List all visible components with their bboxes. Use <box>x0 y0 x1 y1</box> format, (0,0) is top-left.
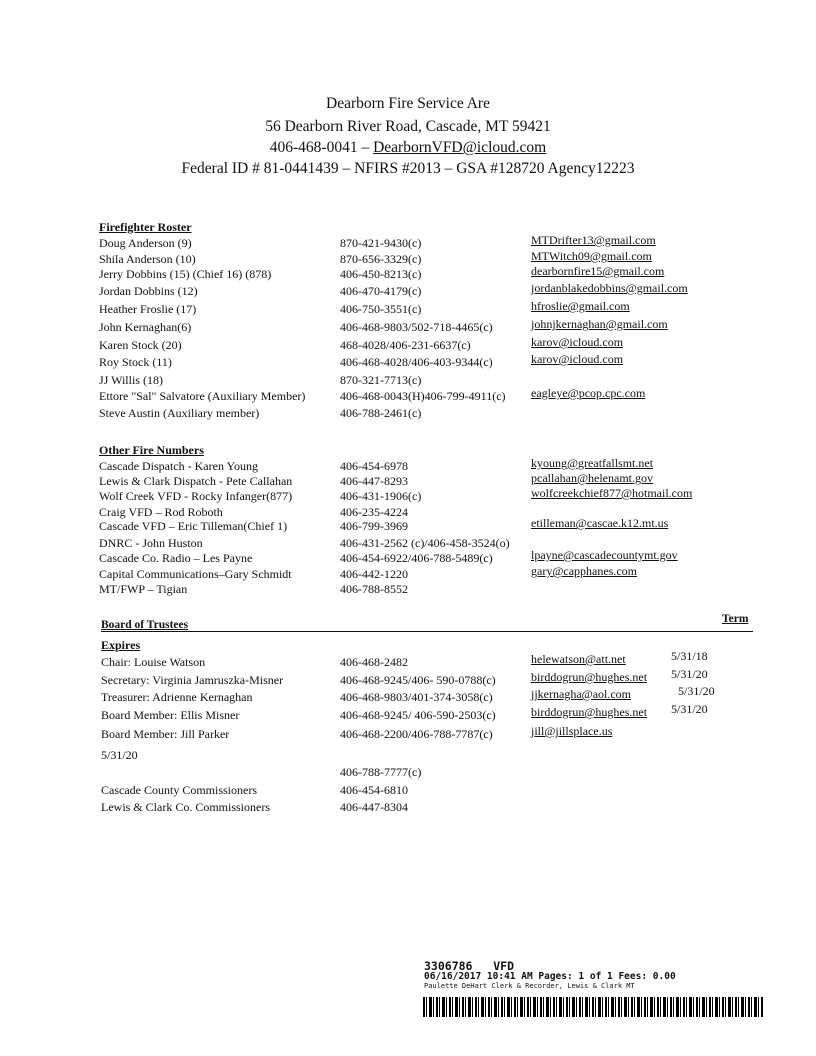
other-number-email-link[interactable]: pcallahan@helenamt.gov <box>531 471 654 485</box>
other-number-name: Lewis & Clark Dispatch - Pete Callahan <box>99 474 293 488</box>
roster-email-link[interactable]: johnjkernaghan@gmail.com <box>531 317 668 331</box>
board-member-name: Board Member: Ellis Misner <box>101 708 240 722</box>
board-member-phone: 406-468-9245/ 406-590-2503(c) <box>340 708 496 722</box>
other-number-email-link[interactable]: etilleman@cascae.k12.mt.us <box>531 516 669 530</box>
roster-phone: 406-788-2461(c) <box>340 406 422 420</box>
board-divider <box>101 631 753 632</box>
other-numbers-heading: Other Fire Numbers <box>99 443 204 457</box>
board-member-email-link[interactable]: jjkernagha@aol.com <box>531 687 632 701</box>
other-number-phone: 406-454-6978 <box>340 459 408 473</box>
board-heading: Board of Trustees <box>101 619 189 631</box>
roster-email-link[interactable]: karov@icloud.com <box>531 352 624 366</box>
roster-name: Jordan Dobbins (12) <box>99 284 198 298</box>
roster-phone: 406-450-8213(c) <box>340 267 422 281</box>
other-number-phone: 406-788-8552 <box>340 582 408 596</box>
org-ids: Federal ID # 81-0441439 – NFIRS #2013 – GSA #128720 Agency12223 <box>181 160 635 177</box>
roster-name: Roy Stock (11) <box>99 355 172 369</box>
roster-name: Jerry Dobbins (15) (Chief 16) (878) <box>99 267 272 281</box>
other-number-name: Cascade Co. Radio – Les Payne <box>99 551 253 565</box>
term-column-heading: Term <box>722 613 749 625</box>
roster-email-link[interactable]: MTDrifter13@gmail.com <box>531 233 656 247</box>
board-member-name: Board Member: Jill Parker <box>101 727 230 741</box>
roster-name: Shila Anderson (10) <box>99 252 196 266</box>
other-number-phone: 406-431-2562 (c)/406-458-3524(o) <box>340 536 510 550</box>
expires-heading: Expires <box>101 638 141 652</box>
roster-email-link[interactable]: hfroslie@gmail.com <box>531 299 630 313</box>
roster-phone: 870-656-3329(c) <box>340 252 422 266</box>
board-member-name: Secretary: Virginia Jamruszka-Misner <box>101 673 284 687</box>
recording-date-line: 06/16/2017 10:41 AM Pages: 1 of 1 Fees: 0.00 <box>424 971 676 982</box>
board-extra-phone: 406-788-7777(c) <box>340 765 422 779</box>
board-member-email-link[interactable]: birddogrun@hughes.net <box>531 705 648 719</box>
board-member-term: 5/31/20 <box>671 667 708 681</box>
other-number-phone: 406-442-1220 <box>340 567 408 581</box>
other-number-name: DNRC - John Huston <box>99 536 203 550</box>
other-number-name: Cascade VFD – Eric Tilleman(Chief 1) <box>99 519 288 533</box>
recording-barcode <box>423 997 763 1017</box>
roster-name: Karen Stock (20) <box>99 338 182 352</box>
org-email-link[interactable]: DearbornVFD@icloud.com <box>373 139 547 156</box>
board-member-phone: 406-468-9803/401-374-3058(c) <box>340 690 493 704</box>
board-member-email-link[interactable]: jill@jillsplace.us <box>531 724 613 738</box>
other-number-email-link[interactable]: kyoung@greatfallsmt.net <box>531 456 654 470</box>
org-address: 56 Dearborn River Road, Cascade, MT 59421 <box>265 118 551 135</box>
other-number-email-link[interactable]: lpayne@cascadecountymt.gov <box>531 548 678 562</box>
org-contact <box>0 139 816 157</box>
other-number-email-link[interactable]: gary@capphanes.com <box>531 564 638 578</box>
board-member-phone: 406-468-9245/406- 590-0788(c) <box>340 673 496 687</box>
org-name: Dearborn Fire Service Are <box>326 95 490 112</box>
other-number-phone: 406-447-8293 <box>340 474 408 488</box>
roster-name: Ettore "Sal" Salvatore (Auxiliary Member) <box>99 389 306 403</box>
other-number-phone: 406-235-4224 <box>340 505 408 519</box>
board-member-name: Chair: Louise Watson <box>101 655 206 669</box>
board-member-term: 5/31/18 <box>671 649 708 663</box>
commissioner-phone: 406-447-8304 <box>340 800 408 814</box>
board-extra-term: 5/31/20 <box>101 748 138 762</box>
other-number-phone: 406-431-1906(c) <box>340 489 422 503</box>
commissioner-name: Cascade County Commissioners <box>101 783 257 797</box>
roster-email-link[interactable]: MTWitch09@gmail.com <box>531 249 652 263</box>
board-member-email-link[interactable]: helewatson@att.net <box>531 652 626 666</box>
roster-email-link[interactable]: dearbornfire15@gmail.com <box>531 264 665 278</box>
other-number-name: Craig VFD – Rod Roboth <box>99 505 223 519</box>
roster-phone: 870-321-7713(c) <box>340 373 422 387</box>
other-number-name: Wolf Creek VFD - Rocky Infanger(877) <box>99 489 293 503</box>
commissioner-name: Lewis & Clark Co. Commissioners <box>101 800 270 814</box>
other-number-email-link[interactable]: wolfcreekchief877@hotmail.com <box>531 486 693 500</box>
roster-phone: 870-421-9430(c) <box>340 236 422 250</box>
roster-phone: 406-468-4028/406-403-9344(c) <box>340 355 493 369</box>
commissioner-phone: 406-454-6810 <box>340 783 408 797</box>
other-number-phone: 406-454-6922/406-788-5489(c) <box>340 551 493 565</box>
roster-phone: 406-468-0043(H)406-799-4911(c) <box>340 389 506 403</box>
board-member-phone: 406-468-2482 <box>340 655 408 669</box>
roster-email-link[interactable]: eagleye@pcop.cpc.com <box>531 386 646 400</box>
board-member-phone: 406-468-2200/406-788-7787(c) <box>340 727 493 741</box>
roster-name: John Kernaghan(6) <box>99 320 192 334</box>
roster-email-link[interactable]: jordanblakedobbins@gmail.com <box>531 281 688 295</box>
roster-name: Doug Anderson (9) <box>99 236 192 250</box>
roster-name: Steve Austin (Auxiliary member) <box>99 406 260 420</box>
roster-phone: 406-470-4179(c) <box>340 284 422 298</box>
board-member-term: 5/31/20 <box>671 702 708 716</box>
roster-phone: 406-750-3551(c) <box>340 302 422 316</box>
roster-name: Heather Froslie (17) <box>99 302 197 316</box>
roster-phone: 468-4028/406-231-6637(c) <box>340 338 471 352</box>
roster-email-link[interactable]: karov@icloud.com <box>531 335 624 349</box>
roster-phone: 406-468-9803/502-718-4465(c) <box>340 320 493 334</box>
recording-doc-number: 3306786 VFD <box>424 959 515 973</box>
other-number-name: Capital Communications–Gary Schmidt <box>99 567 292 581</box>
board-member-name: Treasurer: Adrienne Kernaghan <box>101 690 253 704</box>
other-number-name: MT/FWP – Tigian <box>99 582 188 596</box>
board-member-term: 5/31/20 <box>678 684 715 698</box>
roster-heading: Firefighter Roster <box>99 220 192 234</box>
recording-clerk-line: Paulette DeHart Clerk & Recorder, Lewis & Clark MT <box>424 982 635 990</box>
org-phone: 406-468-0041 – <box>269 139 374 156</box>
board-member-email-link[interactable]: birddogrun@hughes.net <box>531 670 648 684</box>
roster-name: JJ Willis (18) <box>99 373 163 387</box>
other-number-name: Cascade Dispatch - Karen Young <box>99 459 258 473</box>
other-number-phone: 406-799-3969 <box>340 519 408 533</box>
